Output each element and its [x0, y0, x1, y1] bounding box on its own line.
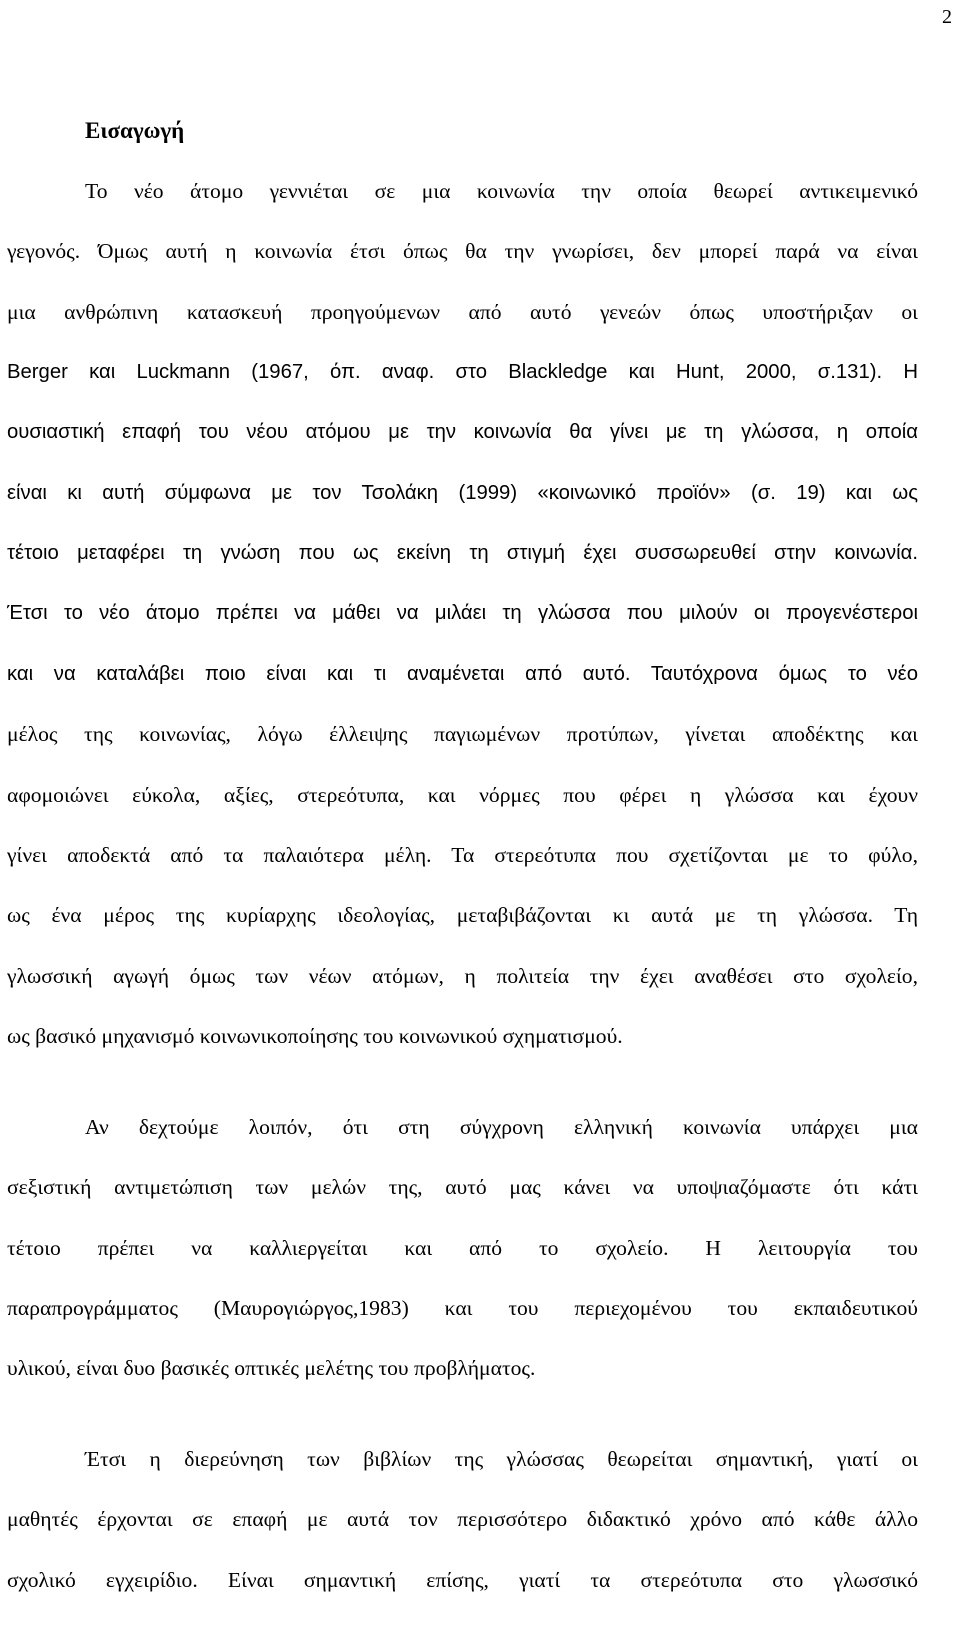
- text-line: υλικού, είναι δυο βασικές οπτικές μελέτης του προβλήματος.: [7, 1356, 536, 1380]
- text-line: σχολικό εγχειρίδιο. Είναι σημαντική επίσης, γιατί τα στερεότυπα στο γλωσσικό: [7, 1568, 918, 1592]
- section-heading: Εισαγωγή: [85, 118, 185, 143]
- text-line: μια ανθρώπινη κατασκευή προηγούμενων από αυτό γενεών όπως υποστήριξαν οι: [7, 300, 918, 324]
- text-line: γεγονός. Όμως αυτή η κοινωνία έτσι όπως θα την γνωρίσει, δεν μπορεί παρά να είναι: [7, 239, 918, 263]
- text-line: αφομοιώνει εύκολα, αξίες, στερεότυπα, και νόρμες που φέρει η γλώσσα και έχουν: [7, 783, 918, 807]
- text-line: μαθητές έρχονται σε επαφή με αυτά τον περισσότερο διδακτικό χρόνο από κάθε άλλο: [7, 1507, 918, 1531]
- text-line: ως ένα μέρος της κυρίαρχης ιδεολογίας, μεταβιβάζονται κι αυτά με τη γλώσσα. Τη: [7, 903, 918, 927]
- text-line: Έτσι το νέο άτομο πρέπει να μάθει να μιλάει τη γλώσσα που μιλούν οι προγενέστεροι: [7, 602, 918, 624]
- text-line: σεξιστική αντιμετώπιση των μελών της, αυτό μας κάνει να υποψιαζόμαστε ότι κάτι: [7, 1175, 918, 1199]
- text-line: Berger και Luckmann (1967, όπ. αναφ. στο Blackledge και Hunt, 2000, σ.131). Η: [7, 361, 918, 383]
- page-number: 2: [942, 6, 952, 28]
- text-line: ως βασικό μηχανισμό κοινωνικοποίησης του κοινωνικού σχηματισμού.: [7, 1024, 623, 1048]
- text-line: ουσιαστική επαφή του νέου ατόμου με την κοινωνία θα γίνει με τη γλώσσα, η οποία: [7, 421, 918, 443]
- text-line: Έτσι η διερεύνηση των βιβλίων της γλώσσας θεωρείται σημαντική, γιατί οι: [85, 1447, 918, 1471]
- text-line: και να καταλάβει ποιο είναι και τι αναμένεται από αυτό. Ταυτόχρονα όμως το νέο: [7, 663, 918, 685]
- text-line: Το νέο άτομο γεννιέται σε μια κοινωνία την οποία θεωρεί αντικειμενικό: [85, 179, 918, 203]
- text-line: είναι κι αυτή σύμφωνα με τον Τσολάκη (1999) «κοινωνικό προϊόν» (σ. 19) και ως: [7, 482, 918, 504]
- text-line: τέτοιο μεταφέρει τη γνώση που ως εκείνη τη στιγμή έχει συσσωρευθεί στην κοινωνία.: [7, 542, 918, 564]
- text-line: Αν δεχτούμε λοιπόν, ότι στη σύγχρονη ελληνική κοινωνία υπάρχει μια: [85, 1115, 918, 1139]
- text-line: γίνει αποδεκτά από τα παλαιότερα μέλη. Τα στερεότυπα που σχετίζονται με το φύλο,: [7, 843, 918, 867]
- text-line: γλωσσική αγωγή όμως των νέων ατόμων, η πολιτεία την έχει αναθέσει στο σχολείο,: [7, 964, 918, 988]
- text-line: μέλος της κοινωνίας, λόγω έλλειψης παγιωμένων προτύπων, γίνεται αποδέκτης και: [7, 722, 918, 746]
- text-line: τέτοιο πρέπει να καλλιεργείται και από το σχολείο. Η λειτουργία του: [7, 1236, 918, 1260]
- text-line: παραπρογράμματος (Μαυρογιώργος,1983) και του περιεχομένου του εκπαιδευτικού: [7, 1296, 918, 1320]
